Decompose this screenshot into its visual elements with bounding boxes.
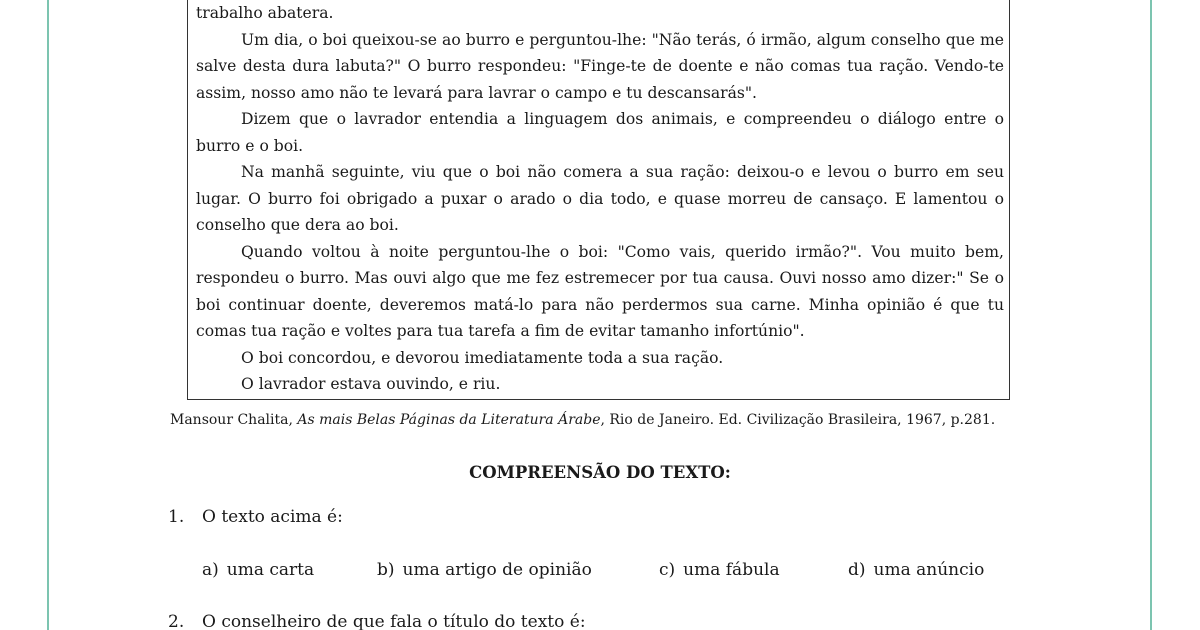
- option-letter: b): [377, 560, 395, 580]
- citation-book-title: As mais Belas Páginas da Literatura Árabe: [297, 412, 601, 428]
- story-text: [196, 0, 1004, 398]
- source-citation: [170, 412, 1050, 428]
- question-number: 1.: [168, 507, 185, 527]
- option-text: uma artigo de opinião: [402, 560, 592, 580]
- citation-author: Mansour Chalita,: [170, 412, 298, 428]
- section-title: COMPREENSÃO DO TEXTO:: [469, 463, 731, 482]
- option-d[interactable]: [848, 560, 984, 580]
- story-paragraph-6: O lavrador estava ouvindo, e riu.: [241, 375, 501, 393]
- question-1: [168, 507, 343, 527]
- story-line-cut: trabalho abatera.: [196, 4, 334, 22]
- story-paragraph-5: O boi concordou, e devorou imediatamente toda a sua ração.: [241, 348, 724, 367]
- story-paragraph-1: Um dia, o boi queixou-se ao burro e perguntou-lhe: "Não terás, ó irmão, algum conselho que me salve desta dura labuta?" O burro respondeu: "Finge-te de doente e não comas tua ração. Vendo-te assim, nosso amo não te levará para lavrar o campo e tu descansarás".: [196, 30, 1004, 102]
- option-letter: c): [659, 560, 676, 580]
- question-number: 2.: [168, 612, 185, 630]
- question-text: O conselheiro de que fala o título do texto é:: [202, 612, 586, 630]
- option-letter: d): [848, 560, 866, 580]
- option-b[interactable]: [377, 560, 592, 580]
- option-a[interactable]: [202, 560, 314, 580]
- page-border-right: [1150, 0, 1152, 630]
- question-text: O texto acima é:: [202, 507, 343, 527]
- option-text: uma fábula: [683, 560, 780, 580]
- page-border-left: [47, 0, 49, 630]
- story-paragraph-4: Quando voltou à noite perguntou-lhe o boi: "Como vais, querido irmão?". Vou muito bem, respondeu o burro. Mas ouvi algo que me fez estremecer por tua causa. Ouvi nosso amo dizer:" Se o boi continuar doente, deveremos matá-lo para não perdermos sua carne. Minha opinião é que tu comas tua ração e voltes para tua tarefa a fim de evitar tamanho infortúnio".: [196, 242, 1004, 340]
- option-letter: a): [202, 560, 219, 580]
- story-paragraph-3: Na manhã seguinte, viu que o boi não comera a sua ração: deixou-o e levou o burro em seu lugar. O burro foi obrigado a puxar o arado o dia todo, e quase morreu de cansaço. E lamentou o conselho que dera ao boi.: [196, 163, 1004, 234]
- question-2: [168, 612, 586, 630]
- story-paragraph-2: Dizem que o lavrador entendia a linguagem dos animais, e compreendeu o diálogo entre o burro e o boi.: [196, 110, 1004, 155]
- option-text: uma carta: [226, 560, 315, 580]
- option-c[interactable]: [659, 560, 780, 580]
- citation-details: , Rio de Janeiro. Ed. Civilização Brasileira, 1967, p.281.: [600, 412, 996, 428]
- option-text: uma anúncio: [873, 560, 985, 580]
